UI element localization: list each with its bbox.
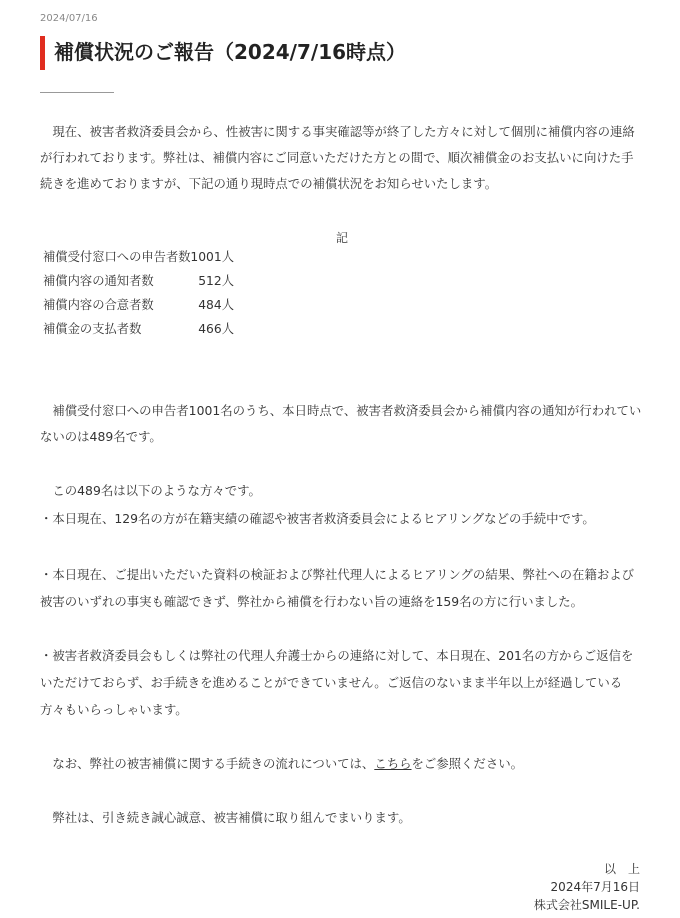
summary-line-2: ないのは489名です。 [40, 429, 162, 444]
bullet-1: ・本日現在、129名の方が在籍実績の確認や被害者救済委員会によるヒアリングなどの手続中です。 [40, 511, 595, 526]
process-note-before: なお、弊社の被害補償に関する手続きの流れについては、 [40, 756, 375, 771]
post-date: 2024/07/16 [40, 13, 98, 24]
breakdown-intro: この489名は以下のような方々です。 [40, 483, 261, 498]
ki-heading: 記 [336, 231, 349, 245]
stat-label: 補償金の支払者数 [43, 322, 142, 336]
intro-line-2: が行われております。弊社は、補償内容にご同意いただけた方との間で、順次補償金のお支払いに向けた手 [40, 150, 634, 165]
title-divider [40, 92, 114, 93]
process-note-after: をご参照ください。 [411, 756, 523, 771]
intro-line-1: 現在、被害者救済委員会から、性被害に関する事実確認等が終了した方々に対して個別に補償内容の連絡 [40, 124, 635, 139]
summary-line-1: 補償受付窓口への申告者1001名のうち、本日時点で、被害者救済委員会から補償内容の通知が行われてい [40, 403, 642, 418]
bullet-3-line-1: ・被害者救済委員会もしくは弊社の代理人弁護士からの連絡に対して、本日現在、201名の方からご返信を [40, 648, 634, 663]
closing-ijo: 以 上 [603, 862, 640, 876]
stat-label: 補償内容の合意者数 [43, 298, 154, 312]
bullet-3-line-3: 方々もいらっしゃいます。 [40, 702, 188, 717]
stat-value: 466人 [198, 322, 234, 336]
company-name: 株式会社SMILE-UP. [533, 898, 640, 912]
stat-label: 補償内容の通知者数 [43, 274, 154, 288]
page-title: 補償状況のご報告（2024/7/16時点） [54, 40, 407, 64]
closing-date: 2024年7月16日 [550, 880, 640, 894]
procedure-link[interactable]: こちら [374, 756, 412, 771]
intro-line-3: 続きを進めておりますが、下記の通り現時点での補償状況をお知らせいたします。 [40, 176, 498, 191]
stat-value: 484人 [198, 298, 234, 312]
stat-label: 補償受付窓口への申告者数 [43, 250, 191, 264]
bullet-2-line-2: 被害のいずれの事実も確認できず、弊社から補償を行わない旨の連絡を159名の方に行いました。 [40, 594, 584, 609]
bullet-3-line-2: いただけておらず、お手続きを進めることができていません。ご返信のないまま半年以上が経過している [40, 675, 623, 690]
stat-value: 1001人 [190, 250, 234, 264]
bullet-2-line-1: ・本日現在、ご提出いただいた資料の検証および弊社代理人によるヒアリングの結果、弊社への在籍および [40, 567, 635, 582]
commitment: 弊社は、引き続き誠心誠意、被害補償に取り組んでまいります。 [40, 810, 411, 825]
process-note [40, 751, 523, 777]
stat-value: 512人 [198, 274, 234, 288]
title-accent-bar [40, 36, 45, 70]
